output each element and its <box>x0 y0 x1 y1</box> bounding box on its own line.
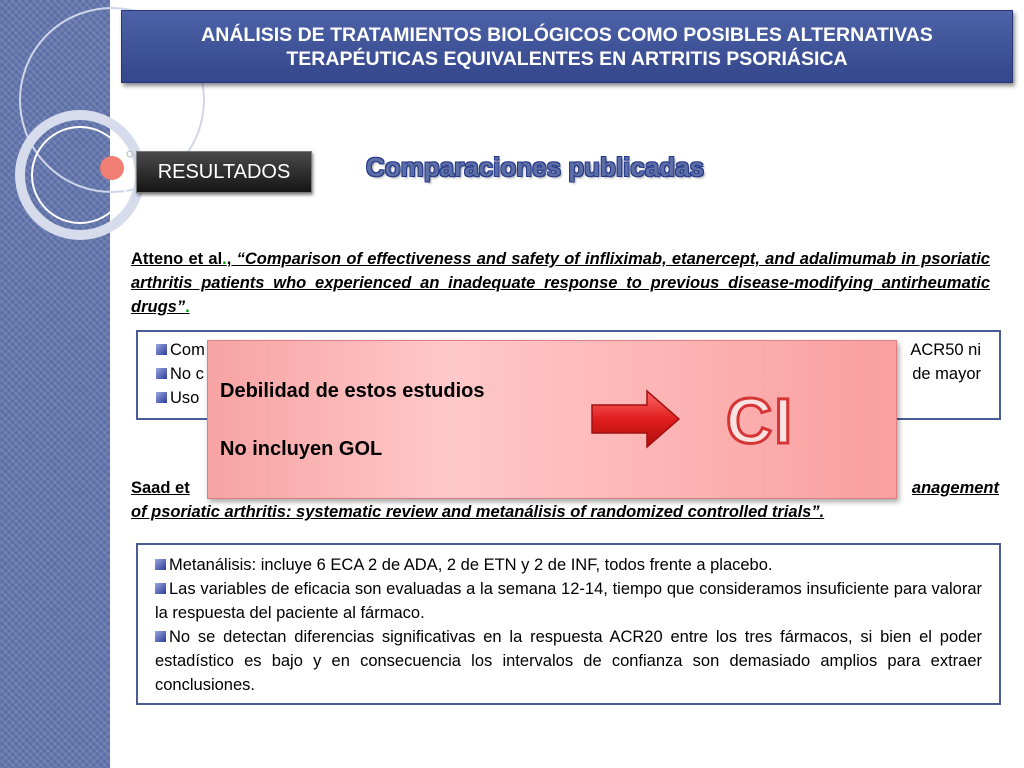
box1-line1-left: Com <box>170 341 205 359</box>
title-line-1: ANÁLISIS DE TRATAMIENTOS BIOLÓGICOS COMO POSIBLES ALTERNATIVAS <box>201 23 933 46</box>
box2-bullet-2 <box>155 577 982 625</box>
ref2-line-2: of psoriatic arthritis: systematic review and metanálisis of randomized controlled trials”. <box>131 503 825 521</box>
box1-line1-right: ACR50 ni <box>910 341 981 359</box>
ref1-title: “Comparison of effectiveness and safety of infliximab, etanercept, and adalimumab in psoriatic arthritis patients who experienced an inadequate response to previous disease-modifying antirheumatic drugs” <box>131 250 990 316</box>
bullet-icon <box>155 583 166 594</box>
bullet-icon <box>156 344 167 355</box>
box2-bullet-3 <box>155 625 982 697</box>
bullet-icon <box>155 631 166 642</box>
ci-label: CI <box>726 385 794 457</box>
section-badge: RESULTADOS <box>136 151 312 193</box>
decorative-dot <box>100 156 124 180</box>
ref2-left: Saad et <box>131 479 190 497</box>
right-arrow-icon <box>590 388 682 450</box>
summary-box-2 <box>136 543 1001 705</box>
box2-bullet-1-text: Metanálisis: incluye 6 ECA 2 de ADA, 2 de ETN y 2 de INF, todos frente a placebo. <box>169 556 773 574</box>
box2-bullet-3-text: No se detectan diferencias significativas en la respuesta ACR20 entre los tres fármacos, si bien el poder estadístico es bajo y en consecuencia los intervalos de confianza son demasiado amplios para extraer conclusiones. <box>155 628 982 694</box>
box1-line2-right: de mayor <box>912 365 981 383</box>
box1-line3-left: Uso <box>170 389 200 407</box>
subtitle: Comparaciones publicadas <box>366 152 705 182</box>
ref1-comma: , <box>226 250 232 268</box>
bullet-icon <box>156 368 167 379</box>
title-line-2: TERAPÉUTICAS EQUIVALENTES EN ARTRITIS PSORIÁSICA <box>286 47 848 70</box>
bullet-icon <box>155 559 166 570</box>
box2-bullet-1 <box>155 553 982 577</box>
ref1-authors: Atteno et al <box>131 250 223 268</box>
callout-line-1: Debilidad de estos estudios <box>220 380 485 402</box>
bullet-icon <box>156 392 167 403</box>
ref1-dot: . <box>222 250 227 268</box>
callout-line-2: No incluyen GOL <box>220 438 383 460</box>
ref2-right: anagement <box>911 479 999 497</box>
reference-atteno <box>131 247 990 319</box>
title-bar <box>121 10 1013 83</box>
box2-bullet-2-text: Las variables de eficacia son evaluadas a la semana 12-14, tiempo que consideramos insuficiente para valorar la respuesta del paciente al fármaco. <box>155 580 982 622</box>
box1-line2-left: No c <box>170 365 204 383</box>
ref1-end: . <box>185 298 190 316</box>
